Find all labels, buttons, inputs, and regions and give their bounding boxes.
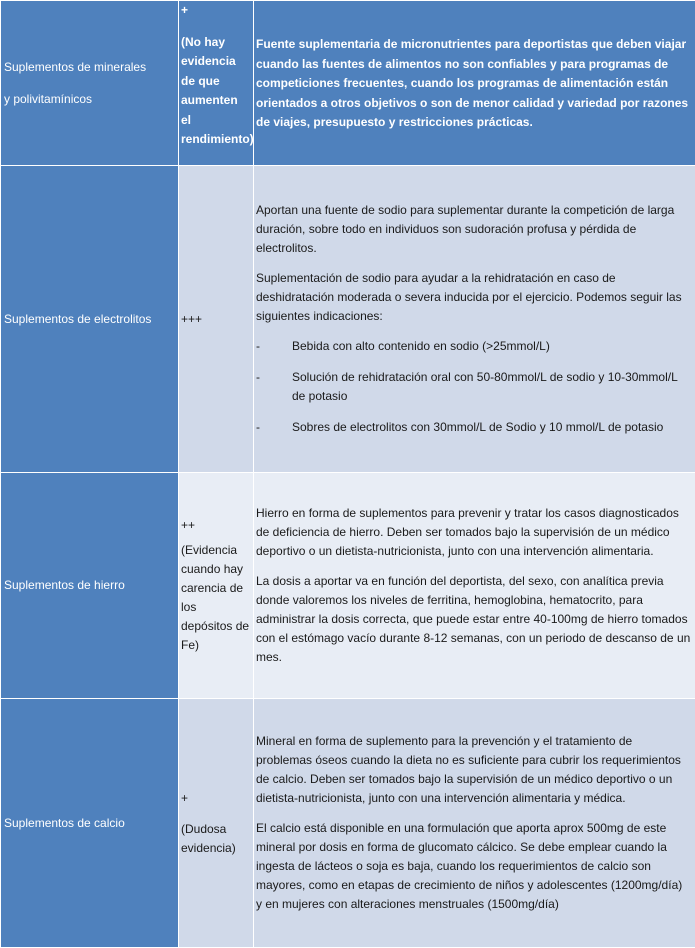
supplement-name-cell	[1, 699, 179, 948]
description-cell	[254, 166, 695, 473]
list-item-text: Bebida con alto contenido en sodio (>25mmol/L)	[292, 337, 550, 356]
supplement-name-line: y polivitamínicos	[4, 83, 175, 115]
list-item	[256, 368, 691, 406]
supplement-name-cell	[1, 1, 179, 166]
evidence-rating: +++	[181, 312, 202, 326]
evidence-cell	[179, 1, 254, 166]
evidence-cell	[179, 699, 254, 948]
description-paragraph: El calcio está disponible en una formulación que aporta aprox 500mg de este mineral por dosis en forma de glucomato cálcico. Se debe emplear cuando la ingesta de lácteos o soja es baja, cuando los requerimientos de calcio son mayores, como en etapas de crecimiento de niños y adolescentes (1200mg/día) y en mujeres con alteraciones menstruales (1500mg/día)	[256, 819, 691, 914]
list-item-text: Solución de rehidratación oral con 50-80mmol/L de sodio y 10-30mmol/L de potasio	[292, 368, 691, 406]
table-row	[1, 166, 695, 473]
list-bullet: -	[256, 368, 292, 406]
evidence-cell	[179, 166, 254, 473]
evidence-note: (No hay evidencia de que aumenten el rendimiento)	[181, 33, 251, 150]
evidence-note: (Evidencia cuando hay carencia de los depósitos de Fe)	[181, 541, 251, 655]
list-bullet: -	[256, 337, 292, 356]
supplement-name: Suplementos de electrolitos	[4, 312, 151, 326]
description-cell	[254, 473, 695, 699]
description-paragraph: Fuente suplementaria de micronutrientes para deportistas que deben viajar cuando las fuentes de alimentos no son confiables y para programas de competiciones frecuentes, cuando los programas de alimentación están orientados a otros objetivos o son de menor calidad y variedad por razones de viajes, presupuesto y restricciones prácticas.	[256, 35, 691, 133]
table-row	[1, 699, 695, 948]
supplement-name: Suplementos de hierro	[4, 578, 125, 592]
description-paragraph: Aportan una fuente de sodio para suplementar durante la competición de larga duración, sobre todo en individuos son sudoración profusa y pérdida de electrolitos.	[256, 201, 691, 258]
supplement-name: Suplementos de calcio	[4, 816, 125, 830]
table-row	[1, 1, 695, 166]
description-paragraph: La dosis a aportar va en función del deportista, del sexo, con analítica previa donde valoremos los niveles de ferritina, hemoglobina, hematocrito, para administrar la dosis correcta, que puede estar entre 40-100mg de hierro tomados con el estómago vacío durante 8-12 semanas, con un periodo de descanso de un mes.	[256, 572, 691, 667]
list-item-text: Sobres de electrolitos con 30mmol/L de Sodio y 10 mmol/L de potasio	[292, 418, 663, 437]
evidence-note: (Dudosa evidencia)	[181, 820, 251, 858]
evidence-rating: +	[181, 789, 251, 808]
supplement-name-line: Suplementos de minerales	[4, 51, 175, 83]
description-cell	[254, 699, 695, 948]
description-paragraph: Hierro en forma de suplementos para prevenir y tratar los casos diagnosticados de deficiencia de hierro. Deben ser tomados bajo la supervisión de un médico deportivo o un dietista-nutricionista, junto con una intervención alimentaria.	[256, 504, 691, 561]
evidence-rating: +	[181, 1, 251, 21]
list-item	[256, 337, 691, 356]
description-paragraph: Suplementación de sodio para ayudar a la rehidratación en caso de deshidratación moderada o severa inducida por el ejercicio. Podemos seguir las siguientes indicaciones:	[256, 269, 691, 326]
list-bullet: -	[256, 418, 292, 437]
table-row	[1, 473, 695, 699]
supplement-name-cell	[1, 473, 179, 699]
list-item	[256, 418, 691, 437]
description-cell	[254, 1, 695, 166]
evidence-cell	[179, 473, 254, 699]
supplement-name-cell	[1, 166, 179, 473]
evidence-rating: ++	[181, 516, 251, 535]
description-paragraph: Mineral en forma de suplemento para la prevención y el tratamiento de problemas óseos cuando la dieta no es suficiente para cubrir los requerimientos de calcio. Deben ser tomados bajo la supervisión de un médico deportivo o un dietista-nutricionista, junto con una intervención alimentaria y médica.	[256, 732, 691, 808]
